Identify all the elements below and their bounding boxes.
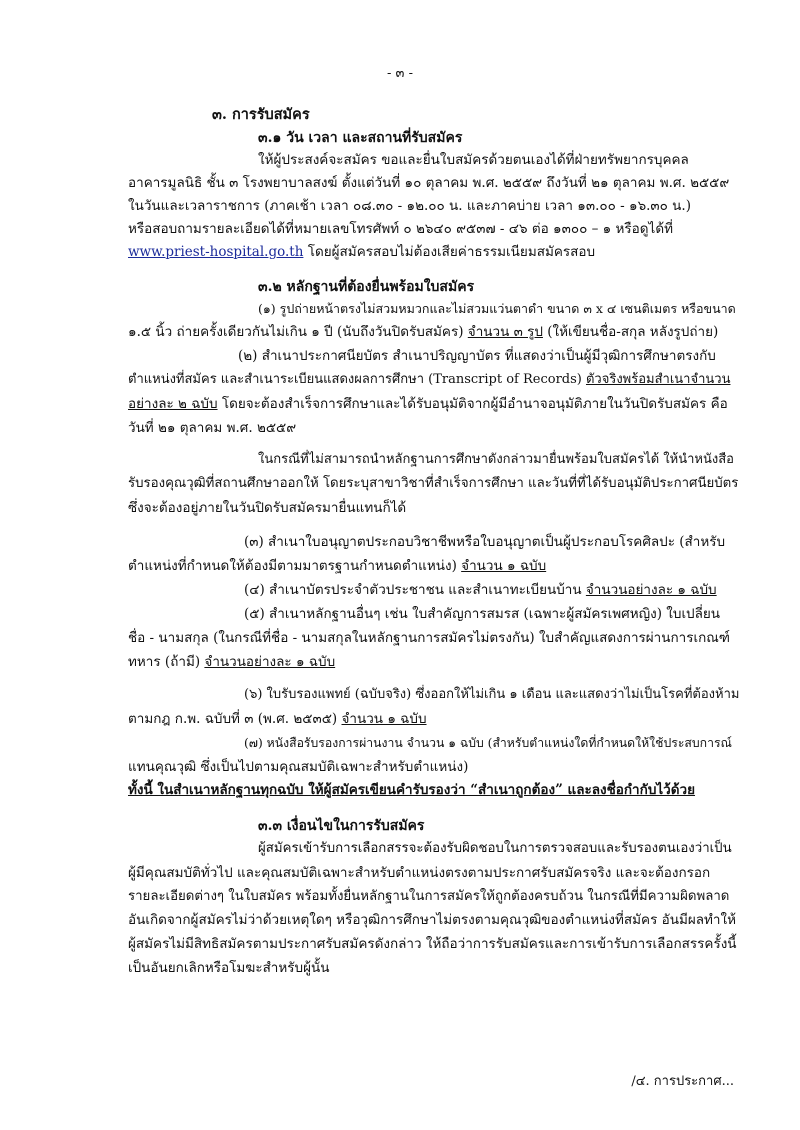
s32-item-4-underlined: จำนวนอย่างละ ๑ ฉบับ [585, 582, 717, 598]
s32-item-3a: (๓) สำเนาใบอนุญาตประกอบวิชาชีพหรือใบอนุญาตเป็นผู้ประกอบโรคศิลปะ (สำหรับ [244, 534, 726, 550]
section-3-2-heading: ๓.๒ หลักฐานที่ต้องยื่นพร้อมใบสมัคร [258, 279, 475, 295]
s32-item-2c-underlined: อย่างละ ๒ ฉบับ [128, 396, 218, 412]
s32-item-2b-underlined: ตัวจริงพร้อมสำเนาจำนวน [585, 372, 731, 387]
s33-line-2: ผู้มีคุณสมบัติทั่วไป และคุณสมบัติเฉพาะสำหรับตำแหน่งตรงตามประกาศรับสมัครจริง และจะต้องกรอก [128, 865, 711, 881]
s32-item-5b: ชื่อ - นามสกุล (ในกรณีที่ชื่อ - นามสกุลในหลักฐานการสมัครไม่ตรงกัน) ใบสำคัญแสดงการผ่านการเกณฑ์ [128, 630, 731, 646]
s33-line-5: ผู้สมัครไม่มีสิทธิสมัครตามประกาศรับสมัครดังกล่าว ให้ถือว่าการรับสมัครและการเข้ารับการเลือกสรรครั้งนี้ [128, 936, 737, 952]
s32-item-2d: วันที่ ๒๑ ตุลาคม พ.ศ. ๒๕๕๙ [128, 420, 297, 436]
section-3-1-heading: ๓.๑ วัน เวลา และสถานที่รับสมัคร [258, 130, 463, 146]
s32-item-1a: (๑) รูปถ่ายหน้าตรงไม่สวมหมวกและไม่สวมแว่นตาดำ ขนาด ๓ x ๔ เซนติเมตร หรือขนาด [258, 301, 736, 316]
s32-note-c: ซึ่งจะต้องอยู่ภายในวันปิดรับสมัครมายื่นแทนก็ได้ [128, 500, 407, 516]
s32-item-5c-underlined: จำนวนอย่างละ ๑ ฉบับ [204, 654, 336, 670]
s32-item-1b-end: (ให้เขียนชื่อ-สกุล หลังรูปถ่าย) [542, 324, 719, 340]
s32-item-3b-underlined: จำนวน ๑ ฉบับ [461, 558, 547, 574]
s32-item-6b-text: ตามกฎ ก.พ. ฉบับที่ ๓ (พ.ศ. ๒๕๓๕) [128, 711, 342, 727]
website-suffix: โดยผู้สมัครสอบไม่ต้องเสียค่าธรรมเนียมสมัครสอบ [303, 244, 596, 260]
s32-item-2c [128, 395, 728, 413]
s31-line-4: หรือสอบถามรายละเอียดได้ที่หมายเลขโทรศัพท์ ๐ ๒๖๔๐ ๙๕๓๗ - ๔๖ ต่อ ๑๓๐๐ – ๑ หรือดูได้ที่ [128, 221, 673, 237]
s33-line-3: รายละเอียดต่างๆ ในใบสมัคร พร้อมทั้งยื่นหลักฐานในการสมัครให้ถูกต้องครบถ้วน ในกรณีที่มีความผิดพลาด [128, 889, 730, 904]
s32-item-2b-text: ตำแหน่งที่สมัคร และสำเนาระเบียนแสดงผลการศึกษา (Transcript of Records) [128, 372, 586, 387]
s31-line-1: ให้ผู้ประสงค์จะสมัคร ขอและยื่นใบสมัครด้วยตนเองได้ที่ฝ่ายทรัพยากรบุคคล [258, 152, 689, 168]
s32-item-1b-text: ๑.๕ นิ้ว ถ่ายครั้งเดียวกันไม่เกิน ๑ ปี (นับถึงวันปิดรับสมัคร) [128, 324, 468, 340]
section-3-heading: ๓. การรับสมัคร [212, 106, 310, 123]
s32-item-6b-underlined: จำนวน ๑ ฉบับ [341, 711, 427, 727]
s32-item-4-text: (๔) สำเนาบัตรประจำตัวประชาชน และสำเนาทะเบียนบ้าน [244, 582, 586, 598]
s32-item-3b [128, 557, 546, 575]
s31-line-5 [128, 243, 595, 261]
s32-note-b: รับรองคุณวุฒิที่สถานศึกษาออกให้ โดยระบุสาขาวิชาที่สำเร็จการศึกษา และวันที่ที่ได้รับอนุมัติประกาศนียบัตร [128, 476, 739, 491]
s33-line-6: เป็นอันยกเลิกหรือโมฆะสำหรับผู้นั้น [128, 960, 330, 976]
s32-item-1b-underlined: จำนวน ๓ รูป [467, 324, 543, 340]
s32-item-1b [128, 323, 718, 341]
page-number: - ๓ - [387, 66, 413, 81]
s32-item-5c-text: ทหาร (ถ้ามี) [128, 654, 205, 670]
continuation-footer: /๔. การประกาศ... [631, 1074, 734, 1089]
s32-item-5a: (๕) สำเนาหลักฐานอื่นๆ เช่น ใบสำคัญการสมรส (เฉพาะผู้สมัครเพศหญิง) ใบเปลี่ยน [244, 606, 721, 622]
s33-line-4: อันเกิดจากผู้สมัครไม่ว่าด้วยเหตุใดๆ หรือวุฒิการศึกษาไม่ตรงตามคุณวุฒิของตำแหน่งที่สมัคร อันมีผลทำให้ [128, 912, 737, 928]
s32-final-note: ทั้งนี้ ในสำเนาหลักฐานทุกฉบับ ให้ผู้สมัครเขียนคำรับรองว่า “สำเนาถูกต้อง” และลงชื่อกำกับไว้ด้วย [128, 782, 696, 798]
s31-line-3: ในวันและเวลาราชการ (ภาคเช้า เวลา ๐๘.๓๐ - ๑๒.๐๐ น. และภาคบ่าย เวลา ๑๓.๐๐ - ๑๖.๓๐ น.) [128, 198, 691, 214]
s32-note-a: ในกรณีที่ไม่สามารถนำหลักฐานการศึกษาดังกล่าวมายื่นพร้อมใบสมัครได้ ให้นำหนังสือ [258, 452, 734, 467]
s31-line-2: อาคารมูลนิธิ ชั้น ๓ โรงพยาบาลสงฆ์ ตั้งแต่วันที่ ๑๐ ตุลาคม พ.ศ. ๒๕๕๙ ถึงวันที่ ๒๑ ตุลาคม พ.ศ. ๒๕๕๙ [128, 175, 730, 191]
s32-item-7a: (๗) หนังสือรับรองการผ่านงาน จำนวน ๑ ฉบับ (สำหรับตำแหน่งใดที่กำหนดให้ใช้ประสบการณ์ [244, 736, 732, 750]
website-link[interactable]: www.priest-hospital.go.th [128, 244, 304, 260]
s32-item-2b [128, 371, 730, 389]
s32-item-2c-text: โดยจะต้องสำเร็จการศึกษาและได้รับอนุมัติจากผู้มีอำนาจอนุมัติภายในวันปิดรับสมัคร คือ [217, 396, 728, 412]
section-3-3-heading: ๓.๓ เงื่อนไขในการรับสมัคร [258, 818, 425, 834]
s32-item-6a: (๖) ใบรับรองแพทย์ (ฉบับจริง) ซึ่งออกให้ไม่เกิน ๑ เดือน และแสดงว่าไม่เป็นโรคที่ต้องห้าม [244, 687, 740, 702]
s32-item-2a: (๒) สำเนาประกาศนียบัตร สำเนาปริญญาบัตร ที่แสดงว่าเป็นผู้มีวุฒิการศึกษาตรงกับ [238, 348, 716, 364]
s32-item-4 [244, 581, 717, 599]
s33-line-1: ผู้สมัครเข้ารับการเลือกสรรจะต้องรับผิดชอบในการตรวจสอบและรับรองตนเองว่าเป็น [258, 841, 732, 856]
s32-item-7b: แทนคุณวุฒิ ซึ่งเป็นไปตามคุณสมบัติเฉพาะสำหรับตำแหน่ง) [128, 759, 469, 775]
s32-item-3b-text: ตำแหน่งที่กำหนดให้ต้องมีตามมาตรฐานกำหนดตำแหน่ง) [128, 558, 462, 574]
s32-item-6b [128, 710, 427, 728]
s32-item-5c [128, 653, 335, 671]
